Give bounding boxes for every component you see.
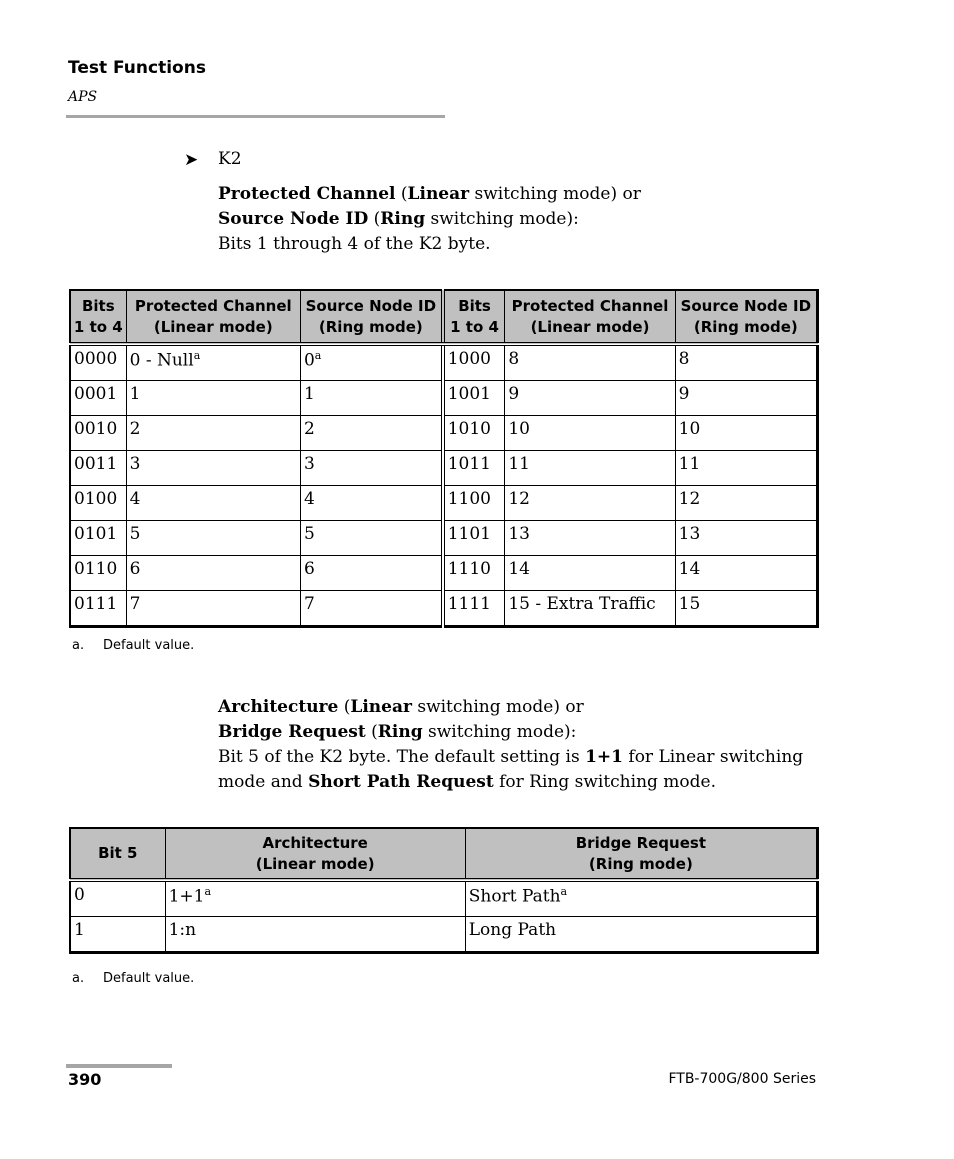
table-row (70, 486, 818, 521)
table-cell: 14 (675, 556, 817, 591)
table-cell: 0010 (70, 416, 126, 451)
col-header: Bit 5 (70, 828, 165, 880)
table-cell: 1 (126, 381, 300, 416)
term: Ring (380, 209, 426, 229)
table-cell: 1 (300, 381, 442, 416)
table-row (70, 917, 818, 953)
table-row (70, 344, 818, 381)
table-cell: 11 (505, 451, 675, 486)
table-cell: 1 (70, 917, 165, 953)
table-cell: 3 (300, 451, 442, 486)
bullet-arrow-icon: ➤ (184, 150, 199, 170)
text: switching mode) or (411, 697, 584, 717)
bullet-label: K2 (218, 149, 242, 169)
footnote-mark: a (560, 885, 568, 898)
text: ( (368, 209, 381, 229)
table-header-row (70, 290, 818, 344)
table-cell: 4 (300, 486, 442, 521)
table-cell: 9 (505, 381, 675, 416)
table-cell: 1100 (443, 486, 505, 521)
text: Bits 1 through 4 of the K2 byte. (218, 234, 491, 254)
table-row (70, 880, 818, 917)
table-row (70, 591, 818, 627)
table-cell: 6 (300, 556, 442, 591)
col-header: Protected Channel (Linear mode) (505, 290, 675, 344)
table-cell: 0110 (70, 556, 126, 591)
table-row (70, 451, 818, 486)
text: ( (395, 184, 408, 204)
table-cell: 7 (126, 591, 300, 627)
table-cell: 13 (675, 521, 817, 556)
product-series: FTB-700G/800 Series (668, 1071, 816, 1087)
footnote-mark: a (193, 349, 201, 362)
text: switching mode): (422, 722, 577, 742)
term: Source Node ID (218, 209, 369, 229)
col-header: Protected Channel (Linear mode) (126, 290, 300, 344)
bit5-description (218, 695, 818, 795)
table-row (70, 416, 818, 451)
table-cell: 10 (675, 416, 817, 451)
page-number: 390 (68, 1070, 102, 1089)
term: Linear (407, 184, 470, 204)
table-cell: 1010 (443, 416, 505, 451)
table-cell: 7 (300, 591, 442, 627)
table-cell: 0$^a$ (300, 344, 442, 381)
text: switching mode) or (469, 184, 641, 204)
table-cell: 0100 (70, 486, 126, 521)
footnote-mark: a (204, 885, 212, 898)
table-cell: Short Path$^a$ (465, 880, 817, 917)
table-cell: 12 (505, 486, 675, 521)
footnote-mark: a (314, 349, 322, 362)
table-cell: 0001 (70, 381, 126, 416)
table-cell: 0101 (70, 521, 126, 556)
col-header: Source Node ID (Ring mode) (300, 290, 442, 344)
table-cell: 10 (505, 416, 675, 451)
table-cell: 8 (505, 344, 675, 381)
bit5-table (69, 827, 819, 954)
table-row (70, 381, 818, 416)
table-header-row (70, 828, 818, 880)
table-cell: 9 (675, 381, 817, 416)
term: Bridge Request (218, 722, 366, 742)
term: Linear (350, 697, 412, 717)
k2-bits-description (218, 182, 641, 257)
table-cell: 12 (675, 486, 817, 521)
table-cell: 1111 (443, 591, 505, 627)
table-cell: Long Path (465, 917, 817, 953)
header-rule (66, 115, 445, 118)
table-cell: 15 - Extra Traffic (505, 591, 675, 627)
table-cell: 5 (126, 521, 300, 556)
text: for Ring switching mode. (493, 772, 717, 792)
col-header: Bits 1 to 4 (443, 290, 505, 344)
footnote: a. Default value. (72, 971, 195, 986)
table-cell: 3 (126, 451, 300, 486)
table-cell: 11 (675, 451, 817, 486)
table-cell: 8 (675, 344, 817, 381)
table-cell: 2 (300, 416, 442, 451)
term: 1+1 (585, 747, 623, 767)
table-cell: 1101 (443, 521, 505, 556)
table-cell: 2 (126, 416, 300, 451)
table-cell: 1:n (165, 917, 465, 953)
subsection-title: APS (68, 89, 98, 105)
table-cell: 0000 (70, 344, 126, 381)
table-cell: 0011 (70, 451, 126, 486)
table-cell: 5 (300, 521, 442, 556)
text: switching mode): (425, 209, 579, 229)
table-cell: 13 (505, 521, 675, 556)
table-cell: 14 (505, 556, 675, 591)
table-cell: 15 (675, 591, 817, 627)
text: ( (365, 722, 378, 742)
table-cell: 4 (126, 486, 300, 521)
table-cell: $1+1^a$ (165, 880, 465, 917)
footnote: a. Default value. (72, 638, 195, 653)
table-row (70, 521, 818, 556)
table-cell: 1001 (443, 381, 505, 416)
term: Ring (377, 722, 423, 742)
col-header: Bridge Request (Ring mode) (465, 828, 817, 880)
table-cell: 0 (70, 880, 165, 917)
table-cell: 1110 (443, 556, 505, 591)
col-header: Source Node ID (Ring mode) (675, 290, 817, 344)
text: for Linear switching mode and (218, 747, 804, 792)
k2-bits-table (69, 289, 819, 628)
table-cell: 0111 (70, 591, 126, 627)
term: Architecture (218, 697, 339, 717)
col-header: Bits 1 to 4 (70, 290, 126, 344)
text: Bit 5 of the K2 byte. The default setting is (218, 747, 586, 767)
term: Short Path Request (308, 772, 494, 792)
footer-rule (66, 1064, 172, 1068)
table-cell: 1011 (443, 451, 505, 486)
col-header: Architecture (Linear mode) (165, 828, 465, 880)
text: ( (338, 697, 351, 717)
table-cell: 1000 (443, 344, 505, 381)
section-title: Test Functions (68, 58, 206, 78)
table-row (70, 556, 818, 591)
table-cell: 6 (126, 556, 300, 591)
term: Protected Channel (218, 184, 396, 204)
table-cell: 0 - Null$^a$ (126, 344, 300, 381)
